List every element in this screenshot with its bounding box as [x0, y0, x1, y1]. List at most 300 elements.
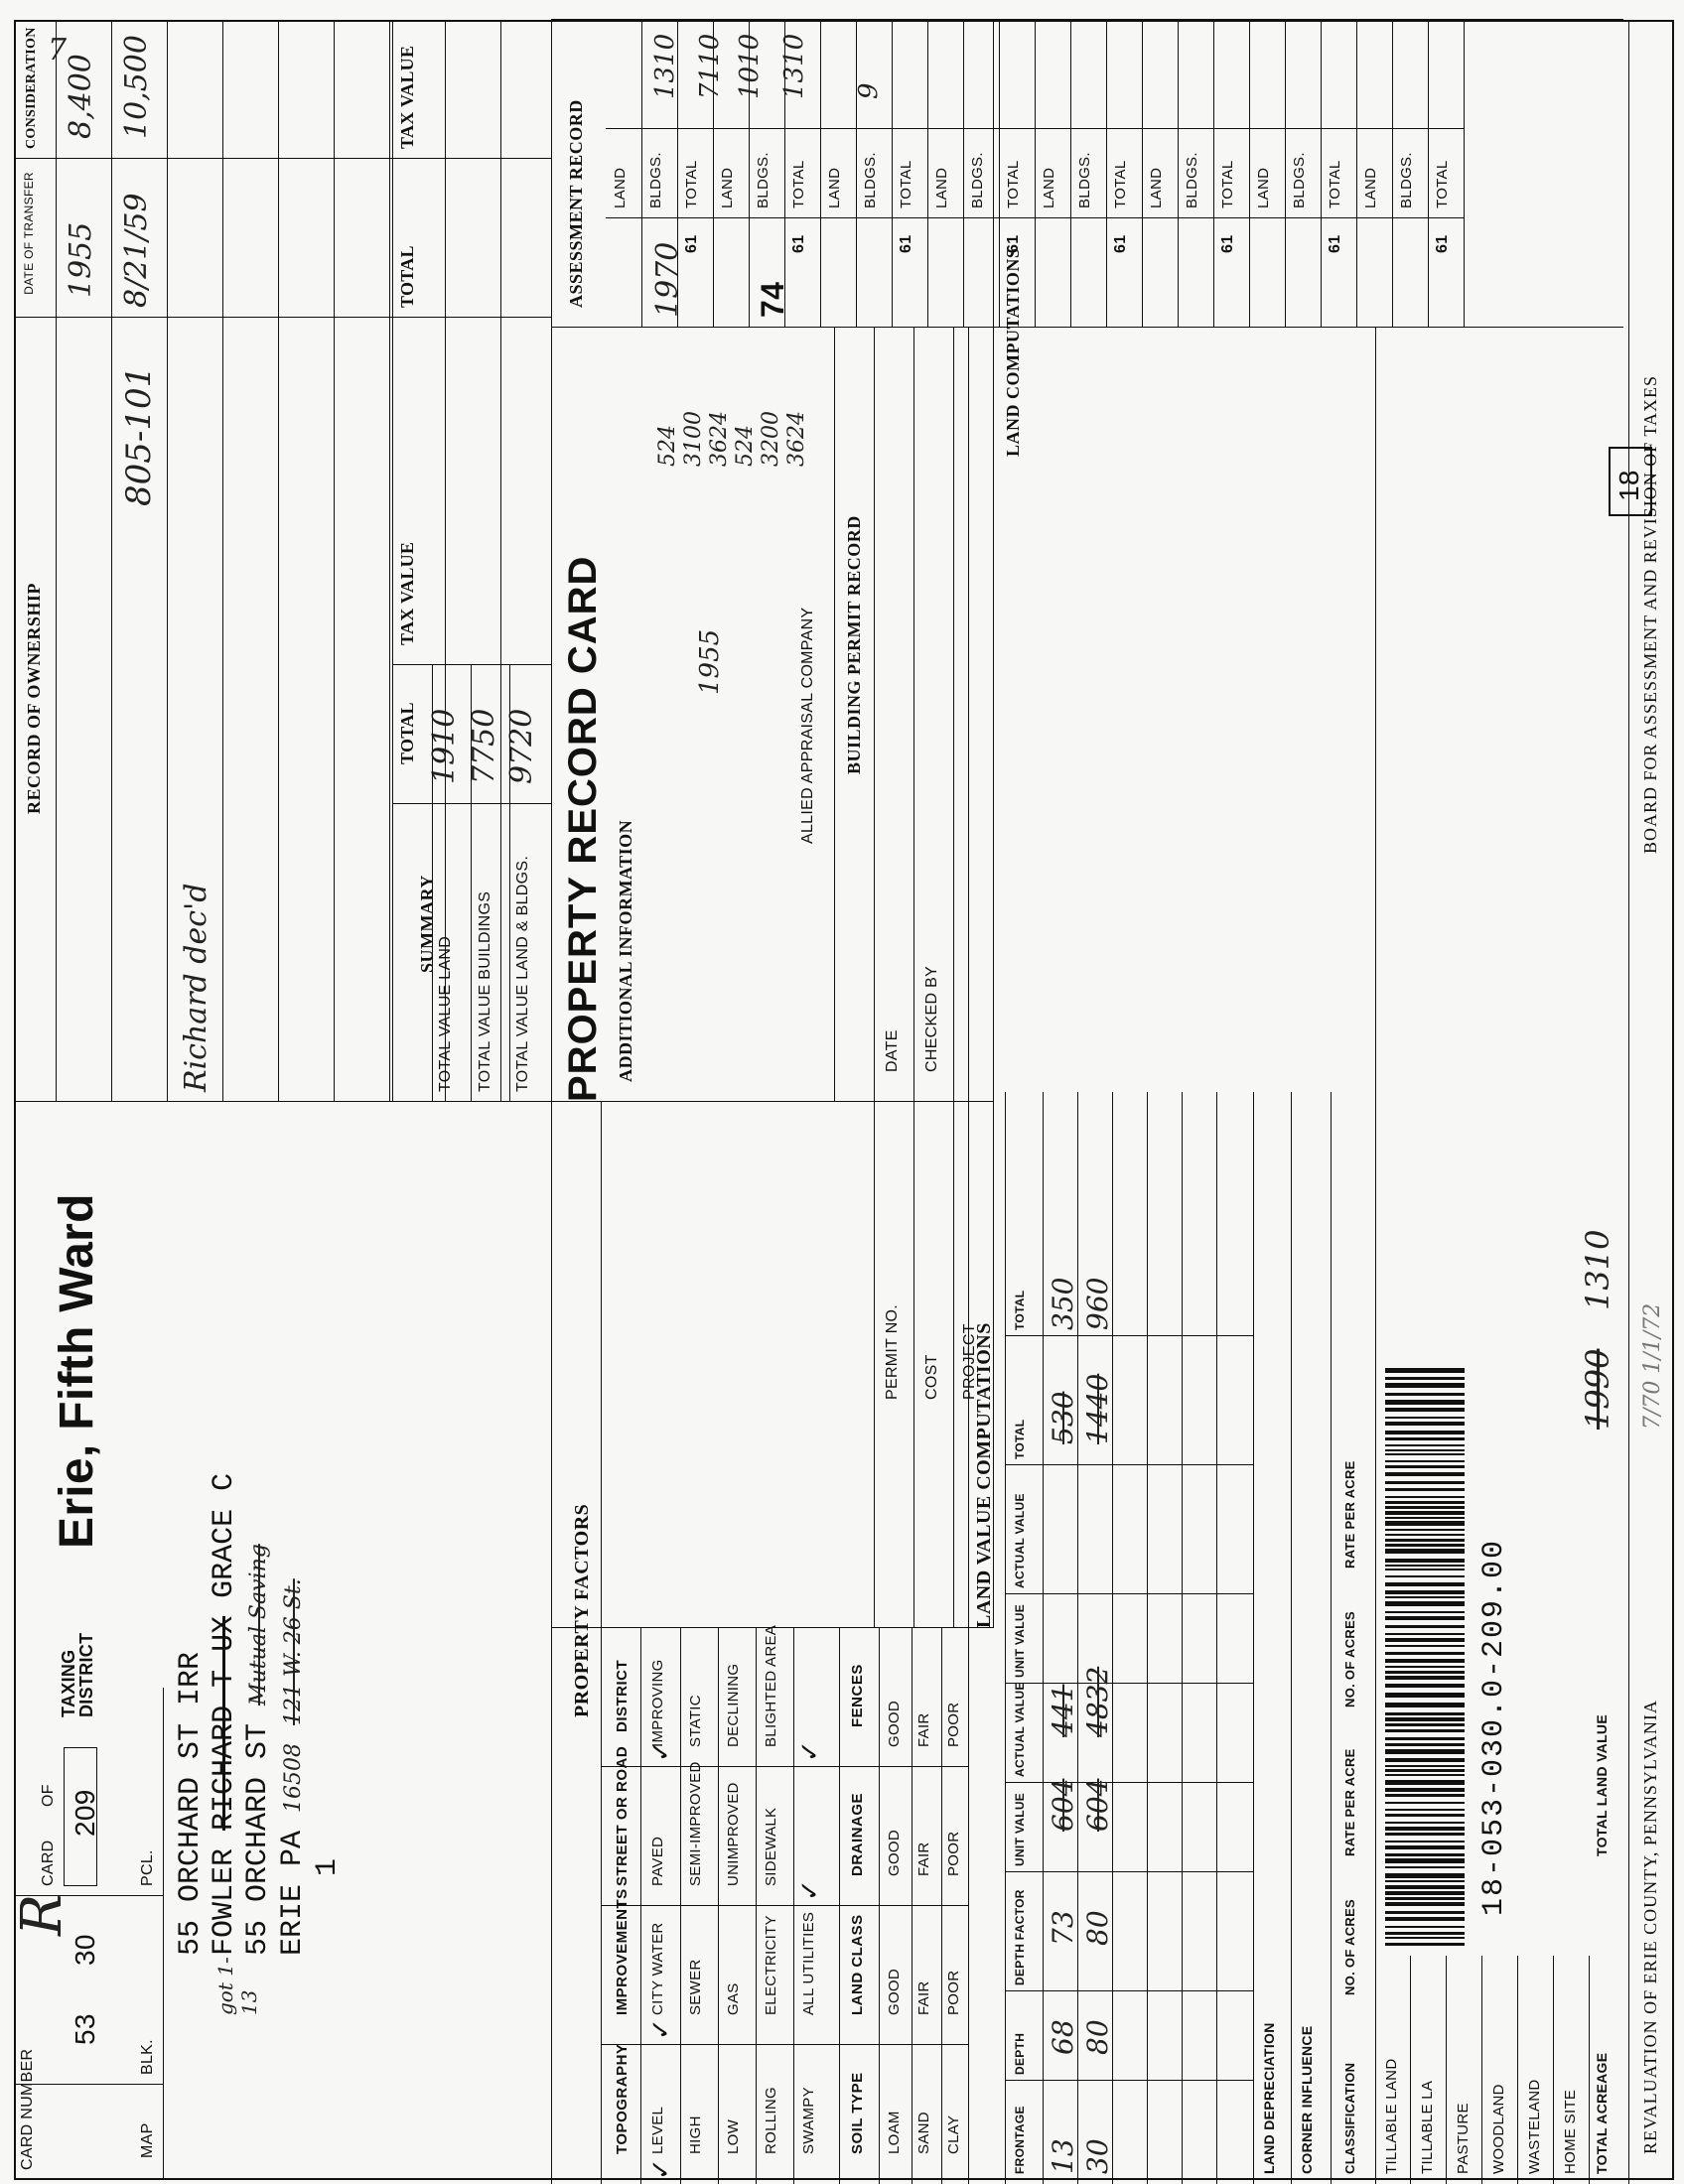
address-block — [174, 1473, 345, 1956]
barcode-bar — [1385, 1539, 1465, 1542]
barcode-bar — [1385, 1638, 1465, 1642]
assessment-col-line — [606, 217, 1464, 218]
barcode-bar — [1385, 1383, 1465, 1388]
tax-value-label-right: TAX VALUE — [397, 45, 417, 149]
barcode-bar — [1385, 1481, 1465, 1484]
barcode-bar — [1385, 1652, 1465, 1655]
corner-number: 7 — [47, 32, 68, 68]
barcode-bar — [1385, 1866, 1465, 1868]
barcode-bar — [1385, 1521, 1465, 1526]
barcode — [1385, 1360, 1465, 1946]
barcode-bar — [1385, 1712, 1465, 1715]
pcl-value: 209 — [70, 1789, 100, 1837]
barcode-bar — [1385, 1417, 1465, 1419]
barcode-bar — [1385, 1534, 1465, 1536]
barcode-bar — [1385, 1765, 1465, 1767]
assessment-row-label: BLDGS. — [1076, 152, 1093, 208]
assessment-row-label: LAND — [1362, 167, 1379, 208]
barcode-bar — [1385, 1611, 1465, 1613]
barcode-bar — [1385, 1449, 1465, 1451]
assessment-row-line — [1035, 20, 1036, 328]
total-land-value-2: 1310 — [1579, 1229, 1616, 1310]
fences-item: POOR — [945, 1702, 962, 1747]
address-line-5: 1 — [311, 1857, 345, 1876]
summary-row-3-label: TOTAL VALUE LAND & BLDGS. — [514, 855, 531, 1092]
classification-item: WOODLAND — [1490, 2084, 1507, 2174]
lv-row2-frontage: 30 — [1081, 2138, 1114, 2174]
district-item: DECLINING — [725, 1663, 742, 1747]
improvements-item: ELECTRICITY — [763, 1915, 779, 2015]
assessment-row-line — [820, 20, 821, 328]
acre-row-line — [1589, 1956, 1590, 2184]
barcode-bar — [1385, 1937, 1465, 1939]
barcode-bar — [1385, 1393, 1465, 1396]
barcode-bar — [1385, 1858, 1465, 1863]
assessment-land-1: 1310 — [650, 33, 680, 99]
improvements-item: CITY WATER — [649, 1922, 666, 2015]
street-item: SIDEWALK — [763, 1807, 779, 1886]
total-label-right: TOTAL — [397, 245, 417, 308]
barcode-bar — [1385, 1625, 1465, 1628]
lv-col-header: ACTUAL VALUE — [1013, 1493, 1027, 1588]
drainage-item: GOOD — [886, 1829, 903, 1876]
ownership-title: RECORD OF OWNERSHIP — [24, 583, 44, 814]
barcode-bar — [1385, 1833, 1465, 1836]
assessment-row-line — [1392, 20, 1393, 328]
district-item: BLIGHTED AREA — [763, 1624, 779, 1747]
date-of-transfer-label: DATE OF TRANSFER — [22, 172, 36, 295]
factor-row-line — [793, 1628, 794, 2184]
land-depreciation-label: LAND DEPRECIATION — [1261, 2022, 1277, 2174]
summary-row-2-total: 7750 — [467, 708, 501, 784]
barcode-bar — [1385, 1666, 1465, 1668]
address-line-3: 55 ORCHARD ST Mutual Saving — [241, 1544, 275, 1956]
assessment-row-line — [856, 20, 857, 328]
lv-row1-factor: 73 — [1047, 1910, 1079, 1946]
footer-right: BOARD FOR ASSESSMENT AND REVISION OF TAXES — [1640, 375, 1660, 854]
assessment-total-2: 9 — [854, 82, 884, 99]
factor-row-line — [718, 1628, 719, 2184]
assessment-year-prefix: 61 — [898, 234, 914, 253]
barcode-bar — [1385, 1465, 1465, 1468]
street-title: STREET OR ROAD — [614, 1745, 631, 1886]
barcode-bar — [1385, 1749, 1465, 1754]
classification-item: TILLABLE LAND — [1383, 2058, 1400, 2174]
barcode-bar — [1385, 1590, 1465, 1594]
improvements-title: IMPROVEMENTS — [614, 1888, 631, 2015]
topography-title: TOPOGRAPHY — [614, 2043, 631, 2154]
owner-note: Richard dec'd — [179, 883, 213, 1092]
assessment-row-line — [1142, 20, 1143, 328]
barcode-bar — [1385, 1506, 1465, 1509]
barcode-bar — [1385, 1717, 1465, 1721]
barcode-bar — [1385, 1693, 1465, 1698]
barcode-bar — [1385, 1827, 1465, 1831]
pcl-label: PCL. — [139, 1849, 156, 1886]
summary-tax-value-label: TAX VALUE — [397, 541, 417, 645]
fences-title: FENCES — [849, 1664, 866, 1727]
drainage-item: POOR — [945, 1831, 962, 1876]
assessment-row-label: LAND — [933, 167, 950, 208]
barcode-bar — [1385, 1926, 1465, 1928]
transfer-date-2: 8/21/59 — [119, 193, 154, 308]
barcode-bar — [1385, 1737, 1465, 1740]
lv-row2-unit-value: 604 — [1081, 1778, 1114, 1832]
topography-item: LOW — [725, 2118, 742, 2154]
barcode-bar — [1385, 1565, 1465, 1567]
lv-row2-factor: 80 — [1081, 1910, 1114, 1946]
barcode-bar — [1385, 1684, 1465, 1688]
lv-row1-total2: 350 — [1047, 1277, 1079, 1330]
barcode-bar — [1385, 1780, 1465, 1785]
assessment-row-label: LAND — [826, 167, 843, 208]
assessment-row-label: LAND — [1148, 167, 1165, 208]
drainage-item: FAIR — [915, 1842, 932, 1876]
assessment-row-line — [1428, 20, 1429, 328]
consideration-1: 8,400 — [64, 54, 98, 139]
assessment-row-line — [1213, 20, 1214, 328]
acre-col-header: NO. OF ACRES — [1342, 1610, 1357, 1707]
soil-type-item: LOAM — [886, 2111, 903, 2154]
barcode-bar — [1385, 1422, 1465, 1426]
assessment-row-label: BLDGS. — [755, 152, 772, 208]
assessment-row-line — [963, 20, 964, 328]
factor-row-line — [680, 1628, 681, 2184]
assessment-row-label: TOTAL — [790, 160, 807, 208]
acre-col-header: RATE PER ACRE — [1342, 1748, 1357, 1856]
street-item: UNIMPROVED — [725, 1782, 742, 1886]
assessment-row-label: TOTAL — [1112, 160, 1129, 208]
district-title: DISTRICT — [614, 1659, 631, 1732]
barcode-bar — [1385, 1453, 1465, 1455]
acre-row-line — [1446, 1956, 1447, 2184]
card-number-label: CARD NUMBER — [19, 2048, 36, 2170]
assessment-row-label: LAND — [1041, 167, 1057, 208]
barcode-bar — [1385, 1758, 1465, 1762]
barcode-bar — [1385, 1616, 1465, 1620]
assessment-year-prefix: 61 — [1434, 234, 1451, 253]
barcode-bar — [1385, 1703, 1465, 1707]
blk-label: BLK. — [139, 2039, 156, 2075]
soil-row-line — [941, 1628, 942, 2184]
barcode-bar — [1385, 1544, 1465, 1547]
check-blighted-mark: ✓ — [794, 1739, 824, 1762]
appraisal-company: ALLIED APPRAISAL COMPANY — [799, 607, 816, 844]
lv-col-header: DEPTH FACTOR — [1013, 1889, 1027, 1985]
summary-row-1-label: TOTAL VALUE LAND — [437, 935, 454, 1092]
district-item: IMPROVING — [649, 1659, 666, 1747]
lv-col-header: UNIT VALUE — [1013, 1603, 1027, 1678]
barcode-bar — [1385, 1729, 1465, 1732]
assessment-row-line — [1321, 20, 1322, 328]
barcode-bar — [1385, 1723, 1465, 1726]
assessment-row-line — [1356, 20, 1357, 328]
district-name: Erie, Fifth Ward — [51, 1193, 103, 1549]
assessment-row-label: TOTAL — [1327, 160, 1343, 208]
check-improving-mark: ✓ — [645, 1739, 675, 1762]
assessment-title: ASSESSMENT RECORD — [566, 99, 586, 308]
barcode-bar — [1385, 1582, 1465, 1586]
land-class-item: FAIR — [915, 1980, 932, 2015]
assessment-year-prefix: 61 — [1112, 234, 1129, 253]
barcode-bar — [1385, 1794, 1465, 1797]
assessment-bldgs-1: 7110 — [695, 33, 725, 99]
classification-item: WASTELAND — [1526, 2079, 1543, 2174]
classification-item: HOME SITE — [1562, 2089, 1579, 2174]
permit-cost-label: COST — [923, 1354, 940, 1400]
side-note: got 1-13 — [213, 1957, 261, 2015]
barcode-bar — [1385, 1845, 1465, 1849]
barcode-bar — [1385, 1880, 1465, 1882]
barcode-bar — [1385, 1529, 1465, 1531]
assessment-row-line — [1285, 20, 1286, 328]
lv-col-header: TOTAL — [1013, 1290, 1027, 1330]
address-line-4: ERIE PA 16508 121 W. 26 St. — [276, 1578, 310, 1956]
deed-book-ref: 805-101 — [119, 365, 159, 506]
barcode-bar — [1385, 1822, 1465, 1824]
barcode-bar — [1385, 1917, 1465, 1921]
lv-row2-total2: 960 — [1081, 1277, 1114, 1330]
total-land-value: 1990 — [1579, 1348, 1616, 1430]
barcode-bar — [1385, 1517, 1465, 1519]
acre-col-header: NO. OF ACRES — [1342, 1898, 1357, 1995]
barcode-bar — [1385, 1932, 1465, 1935]
barcode-bar — [1385, 1769, 1465, 1772]
barcode-bar — [1385, 1569, 1465, 1570]
lv-col-header: DEPTH — [1013, 2032, 1027, 2075]
assessment-row-label: TOTAL — [1219, 160, 1236, 208]
barcode-bar — [1385, 1549, 1465, 1554]
blk-value: 30 — [70, 1934, 100, 1966]
classification-item: PASTURE — [1455, 2103, 1472, 2174]
assessment-total-1: 1010 — [735, 33, 765, 99]
summary-row-1-total: 1910 — [427, 708, 462, 784]
card-label: CARD — [40, 1840, 57, 1886]
assessment-land-2: 1310 — [779, 33, 809, 99]
summary-title: SUMMARY — [417, 875, 437, 973]
lv-col-header: TOTAL — [1013, 1419, 1027, 1459]
topography-item: ROLLING — [763, 2087, 779, 2154]
footer-left: REVALUATION OF ERIE COUNTY, PENNSYLVANIA — [1640, 1700, 1660, 2154]
total-acreage-label: TOTAL ACREAGE — [1594, 2052, 1610, 2174]
barcode-bar — [1385, 1444, 1465, 1446]
barcode-bar — [1385, 1377, 1465, 1380]
assessment-row-line — [1464, 20, 1465, 328]
sheet-number: 18 — [1614, 470, 1644, 501]
land-class-item: POOR — [945, 1970, 962, 2015]
lv-col-header: ACTUAL VALUE — [1013, 1682, 1027, 1777]
check-sidewalk-mark: ✓ — [794, 1878, 824, 1901]
improvements-item: GAS — [725, 1982, 742, 2015]
assessment-row-label: TOTAL — [1005, 160, 1022, 208]
barcode-bar — [1385, 1437, 1465, 1440]
soil-type-title: SOIL TYPE — [849, 2072, 866, 2154]
lv-row1-actual-value: 441 — [1047, 1684, 1079, 1737]
barcode-bar — [1385, 1400, 1465, 1405]
summary-row-2-label: TOTAL VALUE BUILDINGS — [477, 890, 493, 1092]
assessment-row-label: BLDGS. — [862, 152, 879, 208]
address-line-2: FOWLER RICHARD T UX GRACE C — [208, 1472, 241, 1956]
lv-row1-total: 530 — [1047, 1391, 1079, 1444]
transfer-date-1: 1955 — [64, 221, 98, 298]
assessment-year-prefix: 61 — [1005, 234, 1022, 253]
assessment-year-2: 74 — [755, 281, 790, 318]
assessment-row-label: TOTAL — [898, 160, 914, 208]
corner-mark: R — [10, 1893, 74, 1936]
lv-row1-frontage: 13 — [1047, 2138, 1079, 2174]
land-computations-label: LAND COMPUTATIONS — [1003, 247, 1023, 457]
assessment-row-label: LAND — [719, 167, 736, 208]
improvements-item: ALL UTILITIES — [800, 1911, 817, 2015]
acre-row-line — [1553, 1956, 1554, 2184]
soil-type-item: CLAY — [945, 2115, 962, 2154]
barcode-bar — [1385, 1408, 1465, 1412]
assessment-row-label: BLDGS. — [1398, 152, 1415, 208]
acre-col-header: CLASSIFICATION — [1342, 2062, 1357, 2174]
drainage-title: DRAINAGE — [849, 1792, 866, 1876]
barcode-bar — [1385, 1873, 1465, 1878]
assessment-row-line — [892, 20, 893, 328]
permit-project-label: PROJECT — [961, 1323, 978, 1400]
classification-item: TILLABLE LA — [1419, 2080, 1436, 2174]
check-city-water-mark: ✓ — [645, 2017, 675, 2040]
additional-notes: 524 3100 3624 524 3200 3624 — [655, 411, 809, 467]
street-item: PAVED — [649, 1836, 666, 1886]
barcode-bar — [1385, 1743, 1465, 1746]
assessment-row-label: LAND — [612, 167, 629, 208]
acre-col-header: RATE PER ACRE — [1342, 1460, 1357, 1569]
taxing-district-label: TAXING DISTRICT — [59, 1632, 96, 1717]
barcode-bar — [1385, 1645, 1465, 1647]
barcode-bar — [1385, 1368, 1465, 1373]
assessment-row-line — [999, 20, 1000, 328]
assessment-row-label: BLDGS. — [1184, 152, 1200, 208]
lv-row2-depth: 80 — [1081, 2019, 1114, 2055]
property-factors-title: PROPERTY FACTORS — [571, 1503, 593, 1717]
acre-row-line — [1517, 1956, 1518, 2184]
barcode-bar — [1385, 1809, 1465, 1811]
permit-date-label: DATE — [884, 1029, 901, 1072]
barcode-bar — [1385, 1511, 1465, 1515]
barcode-bar — [1385, 1841, 1465, 1843]
land-class-title: LAND CLASS — [849, 1914, 866, 2015]
building-permit-title: BUILDING PERMIT RECORD — [844, 515, 864, 774]
assessment-row-line — [1178, 20, 1179, 328]
acre-row-line — [1410, 1956, 1411, 2184]
topography-item: SWAMPY — [800, 2087, 817, 2154]
assessment-year-prefix: 61 — [790, 234, 807, 253]
assessment-col-line — [606, 128, 1464, 129]
assessment-row-line — [641, 20, 642, 328]
street-item: SEMI-IMPROVED — [687, 1761, 704, 1886]
assessment-row-label: LAND — [1255, 167, 1272, 208]
lv-row1-unit-value: 604 — [1047, 1778, 1079, 1832]
check-level-mark: ✓ — [645, 2157, 675, 2180]
barcode-bar — [1385, 1897, 1465, 1900]
land-value-title: LAND VALUE COMPUTATIONS — [973, 1322, 995, 1628]
barcode-bar — [1385, 1501, 1465, 1504]
barcode-bar — [1385, 1431, 1465, 1434]
lv-col-header: FRONTAGE — [1013, 2106, 1027, 2174]
assessment-row-label: TOTAL — [1434, 160, 1451, 208]
summary-row-3-total: 9720 — [504, 708, 539, 784]
district-item: STATIC — [687, 1695, 704, 1747]
barcode-bar — [1385, 1559, 1465, 1563]
barcode-bar — [1385, 1596, 1465, 1598]
barcode-bar — [1385, 1802, 1465, 1804]
barcode-bar — [1385, 1601, 1465, 1606]
summary-total-label: TOTAL — [397, 702, 417, 764]
topography-item: HIGH — [687, 2116, 704, 2154]
assessment-year-prefix: 61 — [683, 234, 700, 253]
assessment-row-label: BLDGS. — [969, 152, 986, 208]
map-label: MAP — [139, 2122, 156, 2158]
footer-handwritten: 7/70 1/1/72 — [1640, 1302, 1665, 1430]
land-class-item: GOOD — [886, 1968, 903, 2015]
assessment-row-label: TOTAL — [683, 160, 700, 208]
barcode-bar — [1385, 1891, 1465, 1895]
barcode-bar — [1385, 1676, 1465, 1680]
fences-item: GOOD — [886, 1700, 903, 1747]
permit-no-label: PERMIT NO. — [884, 1303, 901, 1400]
barcode-bar — [1385, 1496, 1465, 1498]
acre-row-line — [1481, 1956, 1482, 2184]
barcode-bar — [1385, 1488, 1465, 1491]
barcode-bar — [1385, 1633, 1465, 1635]
additional-info-title: ADDITIONAL INFORMATION — [616, 819, 635, 1082]
barcode-bar — [1385, 1885, 1465, 1889]
assessment-year-prefix: 61 — [1327, 234, 1343, 253]
barcode-bar — [1385, 1943, 1465, 1946]
consideration-2: 10,500 — [119, 35, 154, 139]
assessment-row-line — [1249, 20, 1250, 328]
card-title: PROPERTY RECORD CARD — [561, 555, 605, 1102]
barcode-bar — [1385, 1460, 1465, 1462]
improvements-item: SEWER — [687, 1959, 704, 2015]
barcode-bar — [1385, 1774, 1465, 1776]
barcode-bar — [1385, 1902, 1465, 1906]
assessment-year-1: 1970 — [650, 241, 685, 318]
barcode-bar — [1385, 1911, 1465, 1914]
barcode-bar — [1385, 1853, 1465, 1856]
assessment-row-line — [927, 20, 928, 328]
barcode-bar — [1385, 1575, 1465, 1577]
barcode-bar — [1385, 1472, 1465, 1476]
permit-checked-by-label: CHECKED BY — [923, 965, 940, 1072]
assessment-row-label: BLDGS. — [1291, 152, 1308, 208]
parcel-id: 18-053-030.0-209.00 — [1477, 1538, 1511, 1916]
lv-row2-total: 1440 — [1081, 1373, 1114, 1444]
address-line-1: 55 ORCHARD ST IRR — [174, 1651, 208, 1956]
lv-col-header: UNIT VALUE — [1013, 1792, 1027, 1866]
assessment-row-line — [1070, 20, 1071, 328]
assessment-row-line — [1106, 20, 1107, 328]
barcode-bar — [1385, 1671, 1465, 1674]
lv-row1-depth: 68 — [1047, 2019, 1079, 2055]
total-land-value-label: TOTAL LAND VALUE — [1594, 1714, 1610, 1856]
corner-influence-label: CORNER INFLUENCE — [1299, 2025, 1315, 2174]
assessment-row-label: BLDGS. — [647, 152, 664, 208]
map-value: 53 — [70, 2013, 100, 2045]
additional-note-year: 1955 — [695, 628, 725, 695]
lv-row2-actual-value: 4832 — [1081, 1666, 1114, 1737]
assessment-year-prefix: 61 — [1219, 234, 1236, 253]
topography-item: LEVEL — [649, 2106, 666, 2154]
consideration-label: CONSIDERATION — [24, 27, 39, 149]
barcode-bar — [1385, 1788, 1465, 1792]
factor-row-line — [756, 1628, 757, 2184]
barcode-bar — [1385, 1659, 1465, 1663]
